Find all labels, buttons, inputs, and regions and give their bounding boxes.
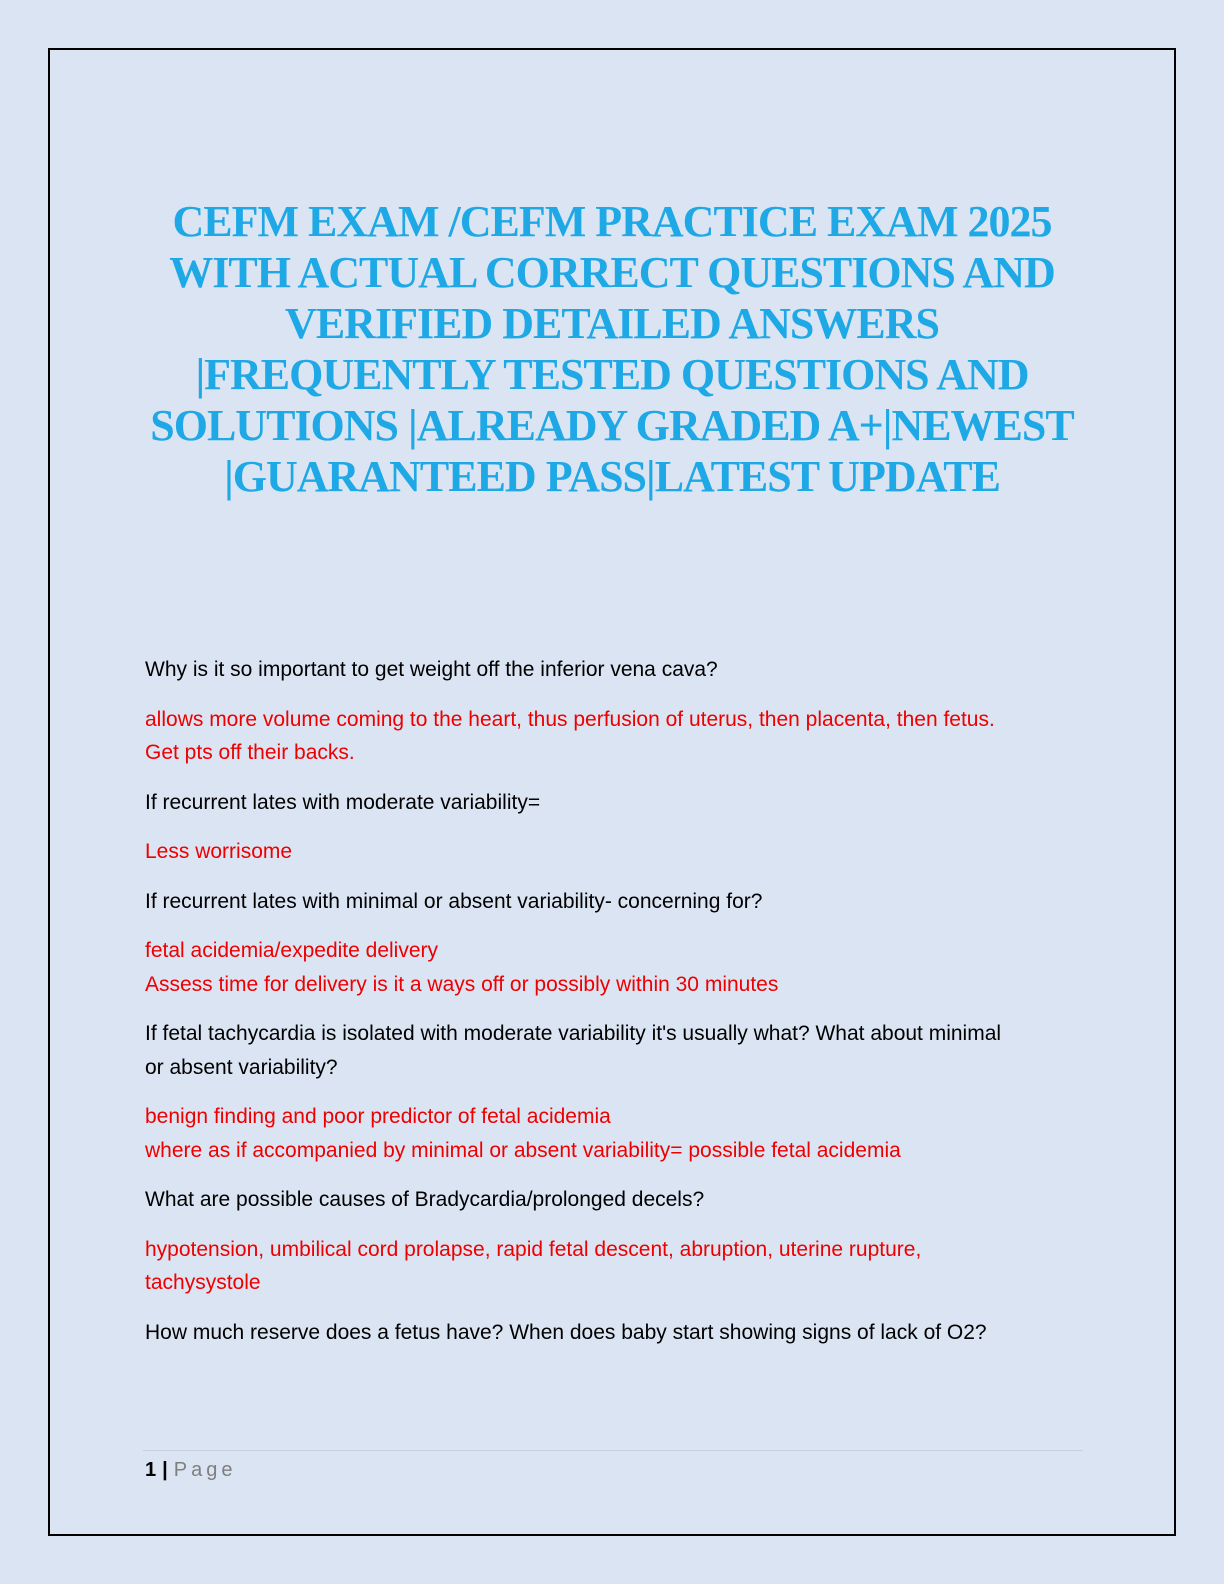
answer <box>145 1233 1085 1300</box>
page-number: 1 <box>145 1459 157 1481</box>
title-line: WITH ACTUAL CORRECT QUESTIONS AND <box>169 248 1055 297</box>
answer-line: allows more volume coming to the heart, thus perfusion of uterus, then placenta, then fetus. <box>145 707 995 731</box>
answer-line: where as if accompanied by minimal or absent variability= possible fetal acidemia <box>145 1138 901 1162</box>
answer-line: benign finding and poor predictor of fetal acidemia <box>145 1105 611 1128</box>
answer-line: Less worrisome <box>145 840 293 863</box>
question-line: How much reserve does a fetus have? When does baby start showing signs of lack of O2? <box>145 1320 987 1344</box>
answer <box>145 703 1085 770</box>
title-line: VERIFIED DETAILED ANSWERS <box>285 299 939 348</box>
answer-line: hypotension, umbilical cord prolapse, rapid fetal descent, abruption, uterine rupture, <box>145 1237 922 1261</box>
answer <box>145 934 1085 1001</box>
question <box>145 653 1085 687</box>
footer-divider <box>143 1450 1083 1451</box>
title-line: |GUARANTEED PASS|LATEST UPDATE <box>224 452 1000 501</box>
answer-line: fetal acidemia/expedite delivery <box>145 939 438 962</box>
title-line: SOLUTIONS |ALREADY GRADED A+|NEWEST <box>150 401 1074 450</box>
title-line: |FREQUENTLY TESTED QUESTIONS AND <box>195 350 1029 399</box>
page-label: Page <box>173 1459 237 1481</box>
question-line: Why is it so important to get weight off the inferior vena cava? <box>145 658 718 681</box>
question <box>145 786 1085 820</box>
question-line: What are possible causes of Bradycardia/prolonged decels? <box>145 1188 705 1211</box>
answer <box>145 835 1085 869</box>
question-line: If recurrent lates with moderate variability= <box>145 790 541 814</box>
question <box>145 1017 1085 1084</box>
page-footer <box>145 1455 236 1485</box>
question <box>145 1183 1085 1217</box>
question <box>145 1316 1085 1350</box>
qa-list <box>145 653 1085 1365</box>
answer-line: tachysystole <box>145 1271 261 1294</box>
answer <box>145 1100 1085 1167</box>
footer-separator: | <box>162 1459 168 1481</box>
document-title <box>110 196 1114 502</box>
title-line: CEFM EXAM /CEFM PRACTICE EXAM 2025 <box>172 197 1052 246</box>
question <box>145 885 1085 919</box>
question-line: If recurrent lates with minimal or absent variability- concerning for? <box>145 889 763 913</box>
answer-line: Get pts off their backs. <box>145 741 355 764</box>
answer-line: Assess time for delivery is it a ways off or possibly within 30 minutes <box>145 972 779 996</box>
question-line: If fetal tachycardia is isolated with moderate variability it's usually what? What about minimal <box>145 1022 1002 1045</box>
question-line: or absent variability? <box>145 1055 338 1079</box>
